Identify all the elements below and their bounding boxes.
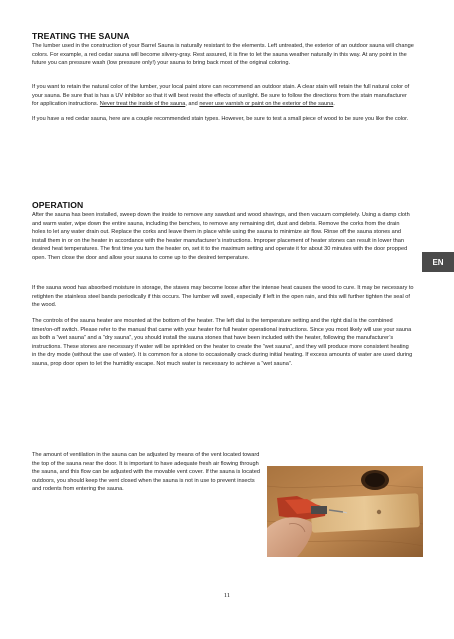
language-tab-en: EN <box>422 252 454 272</box>
operation-paragraph-1: After the sauna has been installed, sweep down the inside to remove any sawdust and wood shavings, and then vacuum completely. Using a damp cloth and warm water, wipe down the entire sauna, including the benches, to remove any remaining dirt, dust and debris. Remove the corks from the drain holes to let any water drain out. Replace the corks and leave them in place while using the sauna to minimize air flow. Rinse off the sauna stones and install them in or on the heater in accordance with the heater manufacturer’s instructions. Improper placement of heater stones can result in lower than desired heat temperatures. The first time you turn the heater on, set it to the maximum setting and operate it for about 30 minutes with the door propped open. Then close the door and allow your sauna to come up to the desired temperature. <box>32 212 410 261</box>
never-varnish-exterior-note: never use varnish or paint on the exterior of the sauna <box>199 101 334 108</box>
treating-paragraph-3: If you have a red cedar sauna, here are a couple recommended stain types. However, be sure to test a small piece of wood to be sure you like the color. <box>32 116 409 122</box>
treating-paragraph-1: The lumber used in the construction of your Barrel Sauna is naturally resistant to the elements. Left untreated, the exterior of an outdoor sauna will change colors. For example, a red cedar sauna will become silvery-gray. Rest assured, it is fine to let the sauna weather naturally in this way. At any point in the future you can pressure wash (low pressure only!) your sauna to bring back most of the original coloring. <box>32 43 414 67</box>
photo-illustration <box>267 466 423 557</box>
vent-cover-photo <box>267 466 423 557</box>
operation-paragraph-3: The controls of the sauna heater are mounted at the bottom of the heater. The left dial is the temperature setting and the right dial is the combined timer/on-off switch. Please refer to the manual that came with your heater for full heater operational instructions. Since you most likely will use your sauna as both a “wet sauna” and a “dry sauna”, you should install the sauna stones that have been included with the heater, following the manufacturer’s instructions. These stones are necessary if water will be sprinkled on the heater to create the “wet sauna”, and they will produce more consistent heating in the dry mode (without the use of water). It is common for a stone to occasionally crack during initial heating. If excess amounts of water are used during sauna, prop door open to let the humidity escape. Not much water is necessary to achieve a “wet sauna”. <box>32 318 413 367</box>
treating-paragraph-2-text: If you want to retain the natural color of the lumber, your local paint store can recommend an outdoor stain. A clear stain will retain the full natural color of your sauna. Be sure that is has a UV inhibitor so that it will best resist the effects of sunlight. Be sure to follow the directions from the stain manufacturer for application instructions. <box>32 84 410 108</box>
treating-paragraph-2-end: . <box>333 101 335 108</box>
page-number: 11 <box>223 592 231 599</box>
treating-paragraph-2 <box>32 83 414 109</box>
heading-operation: OPERATION <box>32 200 84 210</box>
treating-paragraph-2-joiner: , and <box>185 101 200 108</box>
heading-treating-the-sauna: TREATING THE SAUNA <box>32 31 130 41</box>
never-treat-inside-note: Never treat the inside of the sauna <box>99 101 186 108</box>
operation-paragraph-2: If the sauna wood has absorbed moisture in storage, the staves may become loose after the intense heat causes the wood to cure. It may be necessary to retighten the stainless steel bands periodically if this occurs. The lumber will swell, especially if left in the open rain, and this will further tighten the seal of the wood. <box>32 285 414 309</box>
operation-paragraph-4: The amount of ventilation in the sauna can be adjusted by means of the vent located toward the top of the sauna near the door. It is important to have adequate fresh air flowing through the sauna, and this flow can be adjusted with the movable vent cover. If the sauna is located outdoors, you should keep the vent closed when the sauna is not in use to prevent insects and rodents from entering the sauna. <box>32 452 260 493</box>
